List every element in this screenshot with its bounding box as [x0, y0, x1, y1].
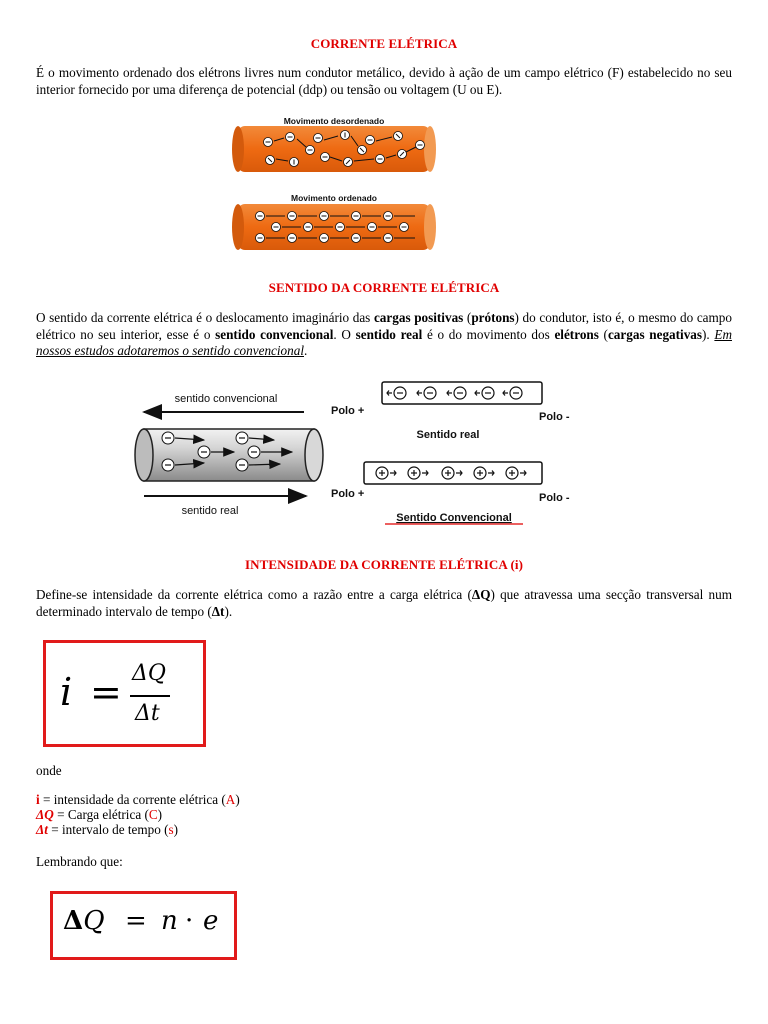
paragraph-intensidade: Define-se intensidade da corrente elétrica como a razão entre a carga elétrica (ΔQ) que atravessa uma secção transversal num determinado intervalo de tempo (Δt).: [36, 587, 733, 619]
label-polo-plus-1: Polo +: [331, 405, 365, 417]
label-sentido-convencional: sentido convencional: [174, 393, 278, 405]
definition-deltat: Δt = intervalo de tempo (s): [36, 822, 179, 837]
label-sentido-convencional-box: Sentido Convencional: [396, 512, 512, 524]
underlined-note: Em nossos estudos adotaremos o sentido convencional: [36, 326, 732, 358]
paragraph-sentido: O sentido da corrente elétrica é o deslocamento imaginário das cargas positivas (prótons) do condutor, isto é, o mesmo do campo elétrico no seu interior, esse é o sentido convencional. O sentido real é o do movimento dos elétrons (cargas negativas). Em nossos estudos adotaremos o sentido convencional.: [36, 310, 732, 358]
definition-i: i = intensidade da corrente elétrica (A): [36, 792, 240, 807]
formula-box-current: [43, 640, 206, 747]
label-sentido-real: sentido real: [181, 505, 239, 517]
formula2-equals: =: [125, 906, 147, 936]
label-movimento-desordenado: Movimento desordenado: [283, 116, 385, 126]
formula2-e: e: [203, 906, 219, 936]
electron-motion-figure: [230, 112, 440, 252]
formula-denominator: Δt: [135, 701, 160, 726]
formula2-dot: ·: [185, 906, 194, 936]
definition-deltaq: ΔQ = Carga elétrica (C): [36, 807, 163, 822]
current-direction-figure: [134, 372, 594, 532]
formula-equals: =: [90, 670, 122, 714]
formula-i: i: [60, 670, 73, 714]
label-polo-minus-1: Polo -: [539, 411, 570, 423]
fraction-bar: [130, 695, 170, 697]
label-polo-minus-2: Polo -: [539, 492, 570, 504]
formula2-lhs: ΔQ: [63, 906, 105, 936]
formula2-n: n: [161, 906, 178, 936]
text-lembrando: Lembrando que:: [36, 854, 123, 869]
label-movimento-ordenado: Movimento ordenado: [291, 193, 377, 203]
formula-box-charge: [50, 891, 237, 960]
label-polo-plus-2: Polo +: [331, 488, 365, 500]
heading-sentido-corrente: SENTIDO DA CORRENTE ELÉTRICA: [268, 280, 500, 295]
heading-intensidade: INTENSIDADE DA CORRENTE ELÉTRICA (i): [244, 557, 524, 572]
label-sentido-real-box: Sentido real: [416, 429, 480, 441]
paragraph-definition: É o movimento ordenado dos elétrons livres num condutor metálico, devido à ação de um campo elétrico (F) estabelecido no seu interior fornecido por uma diferença de potencial (ddp) ou tensão ou voltagem (U ou E).: [36, 65, 732, 97]
formula-numerator: ΔQ: [132, 661, 166, 686]
text-onde: onde: [36, 763, 62, 778]
electrons-ordered: [256, 212, 416, 243]
heading-corrente-eletrica: CORRENTE ELÉTRICA: [310, 36, 458, 51]
